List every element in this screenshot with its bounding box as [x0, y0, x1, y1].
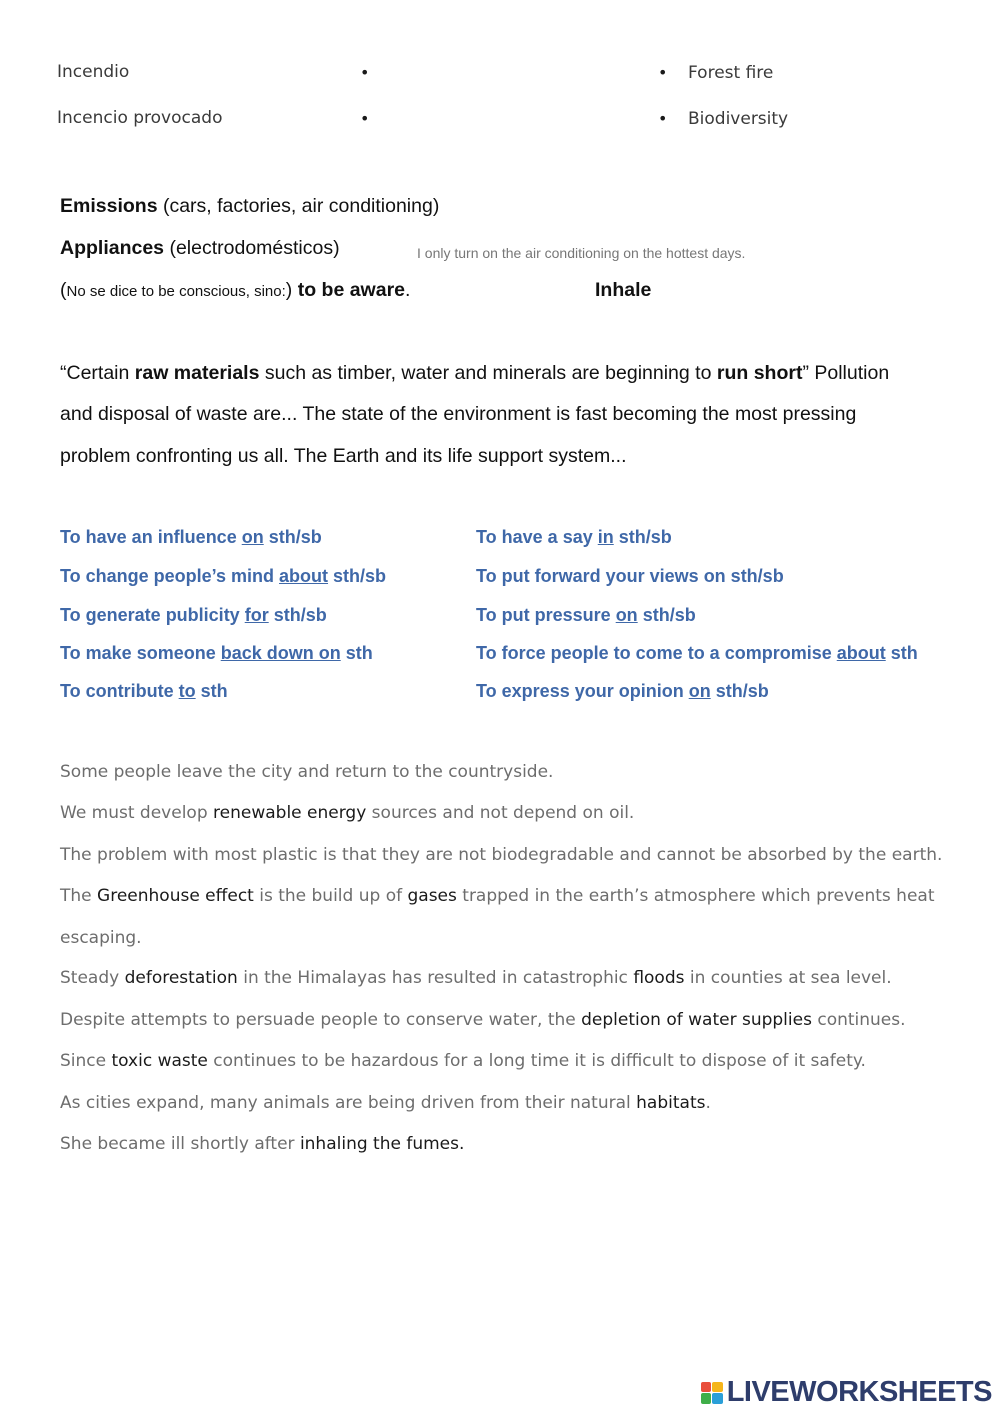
phrase-preposition: in — [597, 527, 614, 547]
phrase-text: To contribute — [60, 681, 179, 701]
sentence-keyword: inhaling the fumes. — [299, 1134, 465, 1154]
match-dot-right-2[interactable]: • — [658, 109, 668, 128]
phrase-left-4 — [60, 643, 373, 664]
sentence-keyword: renewable energy — [213, 803, 367, 823]
aware-period: . — [405, 279, 411, 301]
phrase-text: To change people’s mind — [60, 566, 280, 586]
phrase-text: To force people to come to a compromise — [476, 643, 837, 663]
sentence-4 — [60, 886, 935, 906]
sentence-5 — [60, 928, 142, 948]
phrase-text: To have an influence — [60, 527, 242, 547]
sentence-text: in the Himalayas has resulted in catastrophic — [237, 968, 634, 988]
phrase-text: sth — [195, 681, 228, 701]
sentence-text: Since — [60, 1051, 112, 1071]
quote-text: “Certain — [60, 362, 135, 384]
sentence-text: Some people leave the city and return to the countryside. — [60, 762, 554, 782]
sentence-text: continues to be hazardous for a long time it is difficult to dispose of it safety. — [207, 1051, 866, 1071]
phrase-preposition: on — [615, 605, 638, 625]
sentence-text: sources and not depend on oil. — [366, 803, 635, 823]
quote-line-2: and disposal of waste are... The state of the environment is fast becoming the most pressing — [60, 403, 857, 425]
quote-key-term: run short — [716, 362, 803, 384]
sentence-keyword: deforestation — [124, 968, 238, 988]
sentence-text: We must develop — [60, 803, 214, 823]
aware-term: to be aware — [297, 279, 406, 301]
sentence-keyword: depletion of water supplies — [581, 1010, 812, 1030]
phrase-preposition: to — [178, 681, 196, 701]
quote-line-1 — [60, 362, 889, 385]
emissions-desc: (cars, factories, air conditioning) — [157, 195, 440, 217]
phrase-text: sth/sb — [710, 681, 769, 701]
logo-square — [701, 1382, 712, 1393]
quote-text: such as timber, water and minerals are beginning to — [259, 362, 717, 384]
phrase-text: sth/sb — [637, 605, 696, 625]
phrase-preposition: for — [244, 605, 269, 625]
phrase-right-3 — [476, 605, 696, 626]
match-left-2: Incencio provocado — [57, 108, 223, 128]
inhale-term: Inhale — [595, 279, 652, 301]
liveworksheets-text: LIVEWORKSHEETS — [726, 1376, 992, 1408]
liveworksheets-logo-icon — [701, 1382, 723, 1404]
phrase-text: To have a say — [476, 527, 598, 547]
logo-square — [712, 1393, 723, 1404]
sentence-text: in counties at sea level. — [684, 968, 892, 988]
logo-square — [712, 1382, 723, 1393]
phrase-right-5 — [476, 681, 769, 702]
sentence-text: . — [705, 1093, 711, 1113]
phrase-left-1 — [60, 527, 322, 548]
logo-square — [701, 1393, 712, 1404]
aware-open: ( — [60, 279, 67, 301]
phrase-left-5 — [60, 681, 228, 702]
phrase-text: To put pressure — [476, 605, 616, 625]
match-dot-left-1[interactable]: • — [360, 63, 370, 82]
sentence-2 — [60, 803, 634, 823]
phrase-left-3 — [60, 605, 327, 626]
phrase-text: To make someone — [60, 643, 221, 663]
sentence-1 — [60, 762, 553, 782]
phrase-text: sth — [340, 643, 373, 663]
note-appliances — [60, 237, 340, 260]
sentence-keyword: toxic waste — [111, 1051, 208, 1071]
sentence-text: Despite attempts to persuade people to conserve water, the — [60, 1010, 582, 1030]
quote-line-3: problem confronting us all. The Earth and its life support system... — [60, 445, 627, 467]
phrase-right-1 — [476, 527, 672, 548]
sentence-text: continues. — [811, 1010, 906, 1030]
sentence-text: is the build up of — [253, 886, 408, 906]
match-right-2: Biodiversity — [688, 109, 789, 129]
sentence-7 — [60, 1010, 906, 1030]
sentence-6 — [60, 968, 892, 988]
sentence-9 — [60, 1093, 711, 1113]
phrase-text: sth/sb — [328, 566, 387, 586]
phrase-right-2 — [476, 566, 784, 587]
sentence-8 — [60, 1051, 866, 1071]
phrase-text: sth/sb — [268, 605, 327, 625]
phrase-text: To express your opinion — [476, 681, 689, 701]
aware-hint: No se dice to be conscious, sino: — [66, 283, 286, 300]
phrase-text: To generate publicity — [60, 605, 245, 625]
emissions-term: Emissions — [60, 195, 158, 217]
sentence-text: The — [60, 886, 98, 906]
note-emissions — [60, 195, 439, 218]
note-appliances-example — [417, 241, 745, 264]
sentence-text: As cities expand, many animals are being driven from their natural — [60, 1093, 637, 1113]
sentence-text: trapped in the earth’s atmosphere which prevents heat — [456, 886, 935, 906]
phrase-preposition: about — [279, 566, 329, 586]
phrase-preposition: on — [241, 527, 264, 547]
sentence-text: The problem with most plastic is that they are not biodegradable and cannot be absorbed by the earth. — [60, 845, 943, 865]
sentence-keyword: Greenhouse effect — [97, 886, 254, 906]
sentence-keyword: habitats — [636, 1093, 706, 1113]
phrase-preposition: back down on — [220, 643, 341, 663]
match-left-1: Incendio — [57, 62, 130, 82]
note-inhale — [595, 279, 651, 302]
liveworksheets-watermark — [701, 1376, 992, 1409]
sentence-3 — [60, 845, 942, 865]
sentence-text: Steady — [60, 968, 125, 988]
phrase-text: sth — [885, 643, 918, 663]
appliances-desc: (electrodomésticos) — [164, 237, 340, 259]
match-dot-left-2[interactable]: • — [360, 109, 370, 128]
phrase-right-4 — [476, 643, 918, 664]
sentence-text: She became ill shortly after — [60, 1134, 300, 1154]
appliances-term: Appliances — [60, 237, 165, 259]
sentence-text: escaping. — [60, 928, 142, 948]
sentence-keyword: floods — [633, 968, 685, 988]
quote-key-term: raw materials — [134, 362, 260, 384]
aware-close: ) — [285, 279, 298, 301]
appliances-example: I only turn on the air conditioning on the hottest days. — [417, 245, 746, 261]
phrase-preposition: about — [836, 643, 886, 663]
match-right-1: Forest fire — [688, 63, 774, 83]
sentence-10 — [60, 1134, 464, 1154]
phrase-text: To put forward your views on sth/sb — [476, 566, 784, 586]
phrase-left-2 — [60, 566, 386, 587]
sentence-keyword: gases — [407, 886, 457, 906]
phrase-preposition: on — [688, 681, 711, 701]
match-dot-right-1[interactable]: • — [658, 63, 668, 82]
phrase-text: sth/sb — [613, 527, 672, 547]
quote-text: ” Pollution — [802, 362, 890, 384]
note-aware — [60, 279, 410, 302]
phrase-text: sth/sb — [263, 527, 322, 547]
